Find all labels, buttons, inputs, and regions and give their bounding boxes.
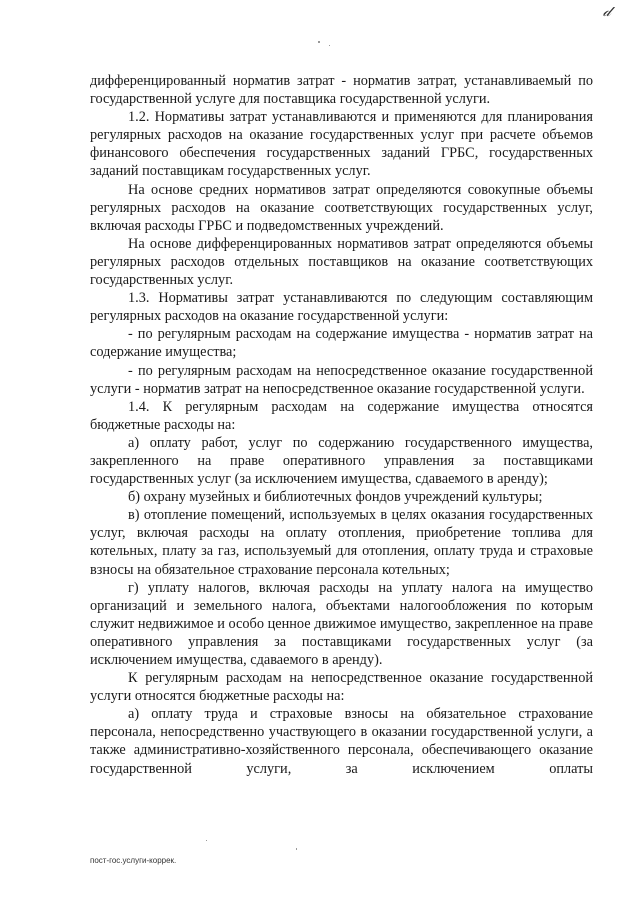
paragraph-average-norms: На основе средних нормативов затрат определяются совокупные объемы регулярных расходов на оказание соответствующих государственных услуг, включая расходы ГРБС и подведомственных учреждений. <box>90 181 593 234</box>
paragraph-direct-costs: К регулярным расходам на непосредственное оказание государственной услуги относятся бюджетные расходы на: <box>90 670 593 705</box>
paragraph-differentiated-norms: На основе дифференцированных нормативов затрат определяются объемы регулярных расходов отдельных поставщиков на оказание соответствующих государственных услуг. <box>90 235 593 289</box>
paragraph-1-2: 1.2. Нормативы затрат устанавливаются и применяются для планирования регулярных расходов на оказание государственных услуг при расчете объемов финансового обеспечения государственных заданий ГРБС, государственных заданий поставщикам государственных услуг. <box>90 109 593 180</box>
scan-speck <box>329 45 330 46</box>
list-item-v-heating: в) отопление помещений, используемых в целях оказания государственных услуг, включая расходы на оплату отопления, приобретение топлива для котельных, плату за газ, используемый для отопления, оплату труда и страховые взносы на обязательное страхование персонала котельных; <box>90 507 593 578</box>
scan-speck <box>206 840 207 841</box>
paragraph-1-4: 1.4. К регулярным расходам на содержание имущества относятся бюджетные расходы на: <box>90 398 593 433</box>
list-item-property-maintenance: - по регулярным расходам на содержание имущества - норматив затрат на содержание имущества; <box>90 326 593 361</box>
list-item-a-works: а) оплату работ, услуг по содержанию государственного имущества, закрепленного на праве оперативного управления за поставщиками государственных услуг (за исключением имущества, сдаваемого в аренду); <box>90 434 593 488</box>
scan-speck <box>318 41 320 43</box>
scan-speck <box>296 848 297 850</box>
list-item-g-taxes: г) уплату налогов, включая расходы на уплату налога на имущество организаций и земельного налога, объектами налогообложения по которым служит недвижимое и особо ценное движимое имущество, закрепленное на праве оперативного управления за поставщиками государственных услуг (за исключением имущества, сдаваемого в аренду). <box>90 579 593 668</box>
paragraph-1-3: 1.3. Нормативы затрат устанавливаются по следующим составляющим регулярных расходов на оказание государственной услуги: <box>90 290 593 325</box>
list-item-b-security: б) охрану музейных и библиотечных фондов учреждений культуры; <box>128 489 543 506</box>
footer-file-note: пост-гос.услуги-коррек. <box>90 856 177 865</box>
handwritten-page-mark: 𝒹 <box>603 2 611 20</box>
list-item-direct-service: - по регулярным расходам на непосредственное оказание государственной услуги - норматив затрат на непосредственное оказание государственной услуги. <box>90 362 593 397</box>
paragraph-definition: дифференцированный норматив затрат - норматив затрат, устанавливаемый по государственной услуге для поставщика государственной услуги. <box>90 73 593 108</box>
list-item-a-labor: а) оплату труда и страховые взносы на обязательное страхование персонала, непосредственно участвующего в оказании государственной услуги, а также административно-хозяйственного персонала, обеспечивающего оказание государственной услуги, за исключением оплаты <box>90 706 593 777</box>
document-body <box>90 72 593 778</box>
